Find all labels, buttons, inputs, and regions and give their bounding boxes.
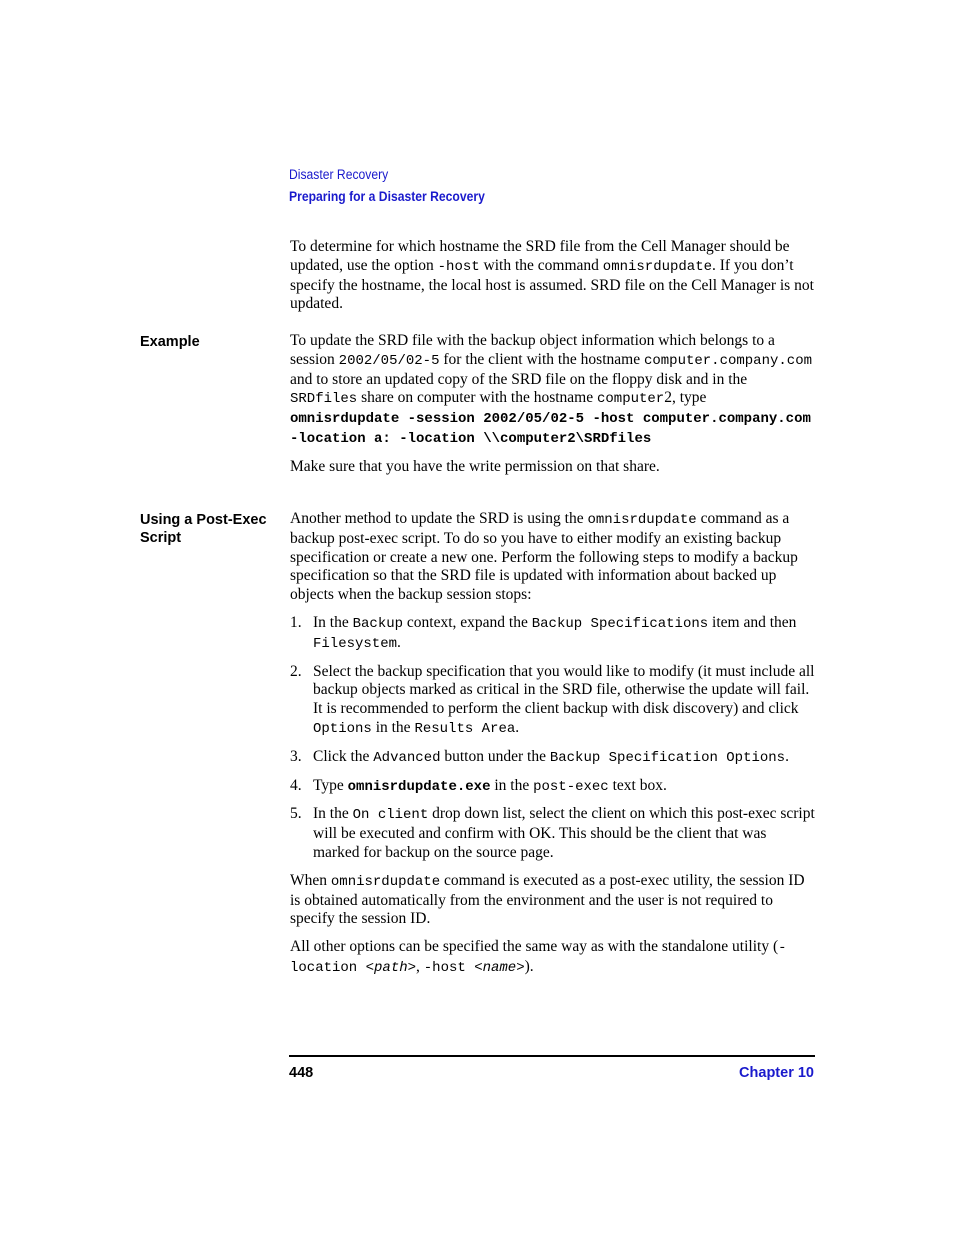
breadcrumb-subsection[interactable]: Preparing for a Disaster Recovery — [289, 189, 485, 204]
example-paragraph — [290, 332, 815, 449]
step-text: in the — [371, 718, 415, 736]
example-code-hostname: computer.company.com — [643, 352, 812, 369]
example-note: Make sure that you have the write permission on that share. — [290, 457, 660, 475]
intro-code-command: omnisrdupdate — [602, 258, 713, 275]
list-item — [290, 777, 815, 797]
postexec-paragraph — [290, 510, 815, 605]
step-number: 1. — [290, 613, 302, 631]
postexec-p3-code-host: -host < — [423, 959, 483, 976]
step-text: Select the backup specification that you would like to modify (it must include all backup objects marked as critical in the SRD file, otherwise the update will fail. It is recommended to perform the client backup with disk discovery) and click — [313, 662, 815, 718]
postexec-heading: Using a Post-Exec Script — [140, 512, 267, 546]
step-code: Filesystem — [313, 635, 398, 652]
step-text: text box. — [608, 776, 667, 794]
step-text: In the — [313, 805, 353, 823]
list-item — [290, 614, 815, 654]
list-item — [290, 805, 815, 862]
chapter-link[interactable]: Chapter 10 — [739, 1065, 814, 1081]
step-code: Backup Specification Options — [549, 749, 786, 766]
intro-code-host: -host — [437, 258, 480, 275]
example-text-4: share on computer with the hostname — [357, 389, 597, 407]
example-heading: Example — [140, 334, 200, 350]
step-number: 3. — [290, 747, 302, 765]
postexec-paragraph-2 — [290, 872, 815, 929]
postexec-p3-arg-name: name — [482, 959, 517, 976]
postexec-p3-text-1: All other options can be specified the same way as with the standalone utility ( — [290, 938, 779, 956]
example-text-2: for the client with the hostname — [439, 350, 644, 368]
footer-divider — [289, 1055, 815, 1057]
step-number: 4. — [290, 776, 302, 794]
step-text: drop down list, select the client on which this post-exec script will be executed and confirm with OK. This should be the client that was marked for backup on the source page. — [313, 805, 815, 861]
step-code: Advanced — [373, 749, 441, 766]
step-number: 2. — [290, 662, 302, 680]
step-number: 5. — [290, 805, 302, 823]
breadcrumb-section[interactable]: Disaster Recovery — [289, 167, 389, 182]
postexec-p2-code: omnisrdupdate — [330, 873, 441, 890]
example-code-session: 2002/05/02-5 — [338, 352, 440, 369]
postexec-p3-text-2: , — [416, 957, 424, 975]
step-code: Backup — [352, 615, 404, 632]
postexec-text-2: command as a backup post-exec script. To do so you have to either modify an existing backup specification or create a new one. Perform the following steps to modify a backup specification so that the SRD file is updated with information about backed up objects when the backup session stops: — [290, 510, 798, 604]
example-command: omnisrdupdate -session 2002/05/02-5 -host computer.company.com -location a: -location \\computer2\SRDfiles — [290, 411, 811, 447]
step-text: . — [397, 633, 401, 651]
intro-text-2: with the command — [479, 256, 603, 274]
postexec-p3-code-close: > — [407, 959, 417, 976]
postexec-p3-code-location: -location < — [290, 940, 787, 976]
step-text: . — [785, 747, 789, 765]
step-code: post-exec — [533, 778, 609, 795]
postexec-p3-text-3: ). — [524, 957, 534, 975]
example-text-1: To update the SRD file with the backup object information which belongs to a session — [290, 332, 775, 368]
intro-text-3: . If you don’t specify the hostname, the local host is assumed. SRD file on the Cell Manager is not updated. — [290, 256, 814, 313]
example-code-computer: computer — [596, 391, 665, 408]
postexec-text-1: Another method to update the SRD is using the — [290, 510, 588, 527]
postexec-code-command: omnisrdupdate — [587, 512, 697, 528]
example-section — [290, 332, 815, 477]
intro-text-1: To determine for which hostname the SRD file from the Cell Manager should be updated, use the option — [290, 238, 790, 274]
step-code: On client — [352, 807, 429, 824]
step-code: Options — [313, 720, 372, 737]
step-text: button under the — [440, 747, 550, 765]
postexec-p3-code-close-2: > — [516, 959, 525, 976]
postexec-paragraph-3 — [290, 938, 815, 978]
list-item — [290, 663, 815, 739]
page-number: 448 — [289, 1065, 314, 1081]
postexec-p2-text-1: When — [290, 871, 331, 889]
example-text-3: and to store an updated copy of the SRD file on the floppy disk and in the — [290, 370, 748, 388]
intro-text — [290, 238, 815, 314]
step-text: Click the — [313, 747, 374, 765]
step-text: . — [515, 718, 520, 736]
step-text: item and then — [708, 613, 797, 631]
step-text: in the — [490, 776, 534, 794]
postexec-section — [290, 510, 815, 978]
example-code-share: SRDfiles — [290, 391, 358, 408]
postexec-p3-arg-path: path — [374, 959, 408, 976]
list-item — [290, 748, 815, 768]
steps-list — [290, 614, 815, 863]
postexec-p2-text-2: command is executed as a post-exec utility, the session ID is obtained automatically from the environment and the user is not required to specify the session ID. — [290, 871, 805, 928]
step-code: Backup Specifications — [531, 615, 709, 632]
intro-paragraph — [290, 238, 815, 314]
example-text-5: 2, type — [664, 389, 707, 407]
step-text: Type — [313, 776, 348, 794]
step-text: In the — [313, 613, 353, 631]
step-command: omnisrdupdate.exe — [347, 778, 491, 795]
step-text: context, expand the — [403, 613, 532, 631]
step-code: Results Area — [414, 720, 516, 737]
